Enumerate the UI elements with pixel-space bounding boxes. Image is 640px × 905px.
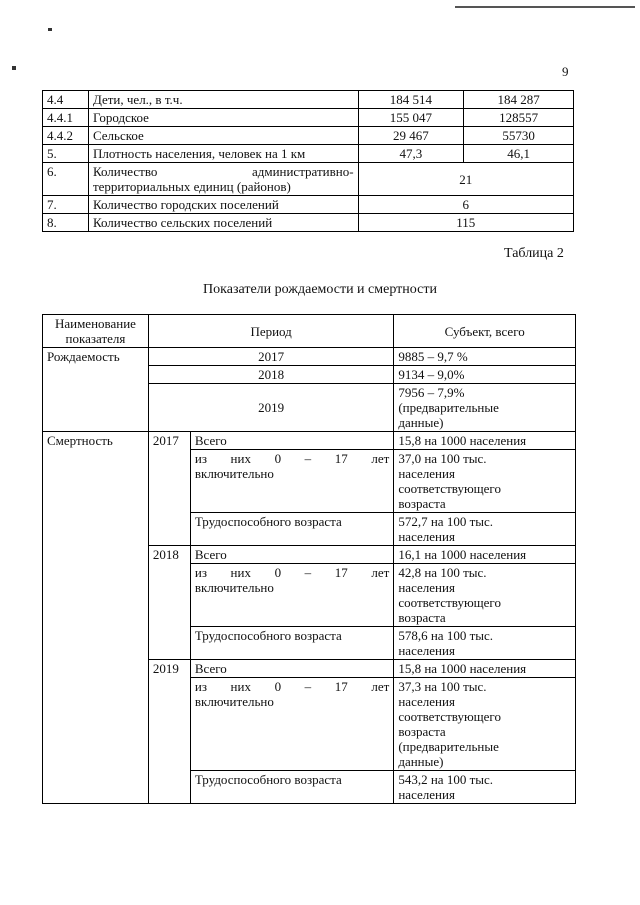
- value-cell: 115: [358, 214, 573, 232]
- value-line: возраста: [398, 724, 446, 739]
- value-line: соответствующего: [398, 709, 501, 724]
- word: из: [194, 679, 207, 694]
- row-number: 6.: [43, 163, 89, 196]
- table-row: [43, 432, 576, 450]
- value-line: 37,3 на 100 тыс.: [398, 679, 487, 694]
- table-header-row: [43, 315, 576, 348]
- row-name: Количество сельских поселений: [88, 214, 358, 232]
- word: лет: [371, 451, 390, 466]
- header-period: Период: [148, 315, 393, 348]
- value-cell: 6: [358, 196, 573, 214]
- value-cell: 184 514: [358, 91, 464, 109]
- word: 17: [334, 679, 348, 694]
- word: них: [230, 679, 251, 694]
- value-cell: 15,8 на 1000 населения: [394, 660, 576, 678]
- scan-mark: [12, 66, 16, 70]
- row-number: 5.: [43, 145, 89, 163]
- value-cell: [394, 564, 576, 627]
- period-label: Трудоспособного возраста: [190, 513, 393, 546]
- value-line: соответствующего: [398, 595, 501, 610]
- row-name: Городское: [88, 109, 358, 127]
- value-line: населения: [398, 466, 455, 481]
- period-year: 2018: [148, 366, 393, 384]
- value-cell: 16,1 на 1000 населения: [394, 546, 576, 564]
- word: 17: [334, 451, 348, 466]
- period-label: [190, 564, 393, 627]
- value-line: населения: [398, 787, 455, 802]
- row-number: 4.4.2: [43, 127, 89, 145]
- word: 0: [274, 565, 282, 580]
- value-line: населения: [398, 580, 455, 595]
- row-name: Количество городских поселений: [88, 196, 358, 214]
- row-number: 8.: [43, 214, 89, 232]
- word: них: [230, 565, 251, 580]
- period-label: Трудоспособного возраста: [190, 771, 393, 804]
- table-row: [43, 196, 574, 214]
- value-cell: 9134 – 9,0%: [394, 366, 576, 384]
- value-cell: 15,8 на 1000 населения: [394, 432, 576, 450]
- word: –: [304, 679, 312, 694]
- period-label: [190, 678, 393, 771]
- header-text: показателя: [65, 331, 126, 346]
- period-label: Всего: [190, 546, 393, 564]
- word: –: [304, 451, 312, 466]
- value-line: населения: [398, 694, 455, 709]
- period-year: 2017: [148, 348, 393, 366]
- word: лет: [371, 565, 390, 580]
- value-cell: [394, 450, 576, 513]
- value-line: данные): [398, 754, 444, 769]
- table-row: [43, 127, 574, 145]
- value-line: 578,6 на 100 тыс.: [398, 628, 494, 643]
- period-year: 2019: [148, 384, 393, 432]
- period-label: Всего: [190, 660, 393, 678]
- value-line: 42,8 на 100 тыс.: [398, 565, 487, 580]
- period-label-line: включительно: [194, 580, 274, 595]
- value-cell: 21: [358, 163, 573, 196]
- row-name: Плотность населения, человек на 1 км: [88, 145, 358, 163]
- word: 0: [274, 679, 282, 694]
- row-name: Дети, чел., в т.ч.: [88, 91, 358, 109]
- value-cell: 46,1: [464, 145, 574, 163]
- word: лет: [371, 679, 390, 694]
- value-line: соответствующего: [398, 481, 501, 496]
- period-label: Трудоспособного возраста: [190, 627, 393, 660]
- value-line: 37,0 на 100 тыс.: [398, 451, 487, 466]
- value-cell: 55730: [464, 127, 574, 145]
- period-label-line: включительно: [194, 694, 274, 709]
- death-year: 2017: [148, 432, 190, 546]
- header-text: Наименование: [54, 316, 136, 331]
- value-cell: 47,3: [358, 145, 464, 163]
- population-table: [42, 90, 574, 232]
- header-subject: Субъект, всего: [394, 315, 576, 348]
- row-name-part: административно-: [251, 164, 354, 179]
- value-cell: [394, 513, 576, 546]
- birth-death-table: [42, 314, 576, 804]
- value-line: данные): [398, 415, 444, 430]
- value-line: населения: [398, 529, 455, 544]
- word: –: [304, 565, 312, 580]
- value-line: 543,2 на 100 тыс.: [398, 772, 494, 787]
- period-label: [190, 450, 393, 513]
- word: 0: [274, 451, 282, 466]
- table-caption: Таблица 2: [504, 246, 564, 261]
- indicator-birth: Рождаемость: [43, 348, 149, 432]
- row-number: 4.4.1: [43, 109, 89, 127]
- value-cell: [394, 384, 576, 432]
- period-label-line: включительно: [194, 466, 274, 481]
- value-line: (предварительные: [398, 739, 499, 754]
- word: них: [230, 451, 251, 466]
- word: из: [194, 451, 207, 466]
- value-cell: 9885 – 9,7 %: [394, 348, 576, 366]
- value-line: возраста: [398, 610, 446, 625]
- table-row: [43, 91, 574, 109]
- row-number: 7.: [43, 196, 89, 214]
- value-line: населения: [398, 643, 455, 658]
- value-cell: [394, 771, 576, 804]
- value-line: возраста: [398, 496, 446, 511]
- value-line: 7956 – 7,9%: [398, 385, 465, 400]
- header-indicator: [43, 315, 149, 348]
- value-cell: 184 287: [464, 91, 574, 109]
- row-number: 4.4: [43, 91, 89, 109]
- table-row: [43, 214, 574, 232]
- period-label: Всего: [190, 432, 393, 450]
- table-row: [43, 109, 574, 127]
- value-cell: [394, 678, 576, 771]
- row-name: [88, 163, 358, 196]
- table-row: [43, 145, 574, 163]
- word: из: [194, 565, 207, 580]
- scan-top-line: [455, 6, 635, 8]
- row-name-part: территориальных единиц (районов): [92, 179, 291, 194]
- word: 17: [334, 565, 348, 580]
- value-cell: 29 467: [358, 127, 464, 145]
- value-line: 572,7 на 100 тыс.: [398, 514, 494, 529]
- value-cell: 155 047: [358, 109, 464, 127]
- row-name-part: Количество: [92, 164, 158, 179]
- table-row: [43, 348, 576, 366]
- page-number: 9: [562, 64, 569, 79]
- indicator-death: Смертность: [43, 432, 149, 804]
- table-row: [43, 163, 574, 196]
- value-line: (предварительные: [398, 400, 499, 415]
- table-title: Показатели рождаемости и смертности: [203, 282, 437, 297]
- row-name: Сельское: [88, 127, 358, 145]
- death-year: 2019: [148, 660, 190, 804]
- death-year: 2018: [148, 546, 190, 660]
- value-cell: 128557: [464, 109, 574, 127]
- scan-mark: [48, 28, 52, 31]
- value-cell: [394, 627, 576, 660]
